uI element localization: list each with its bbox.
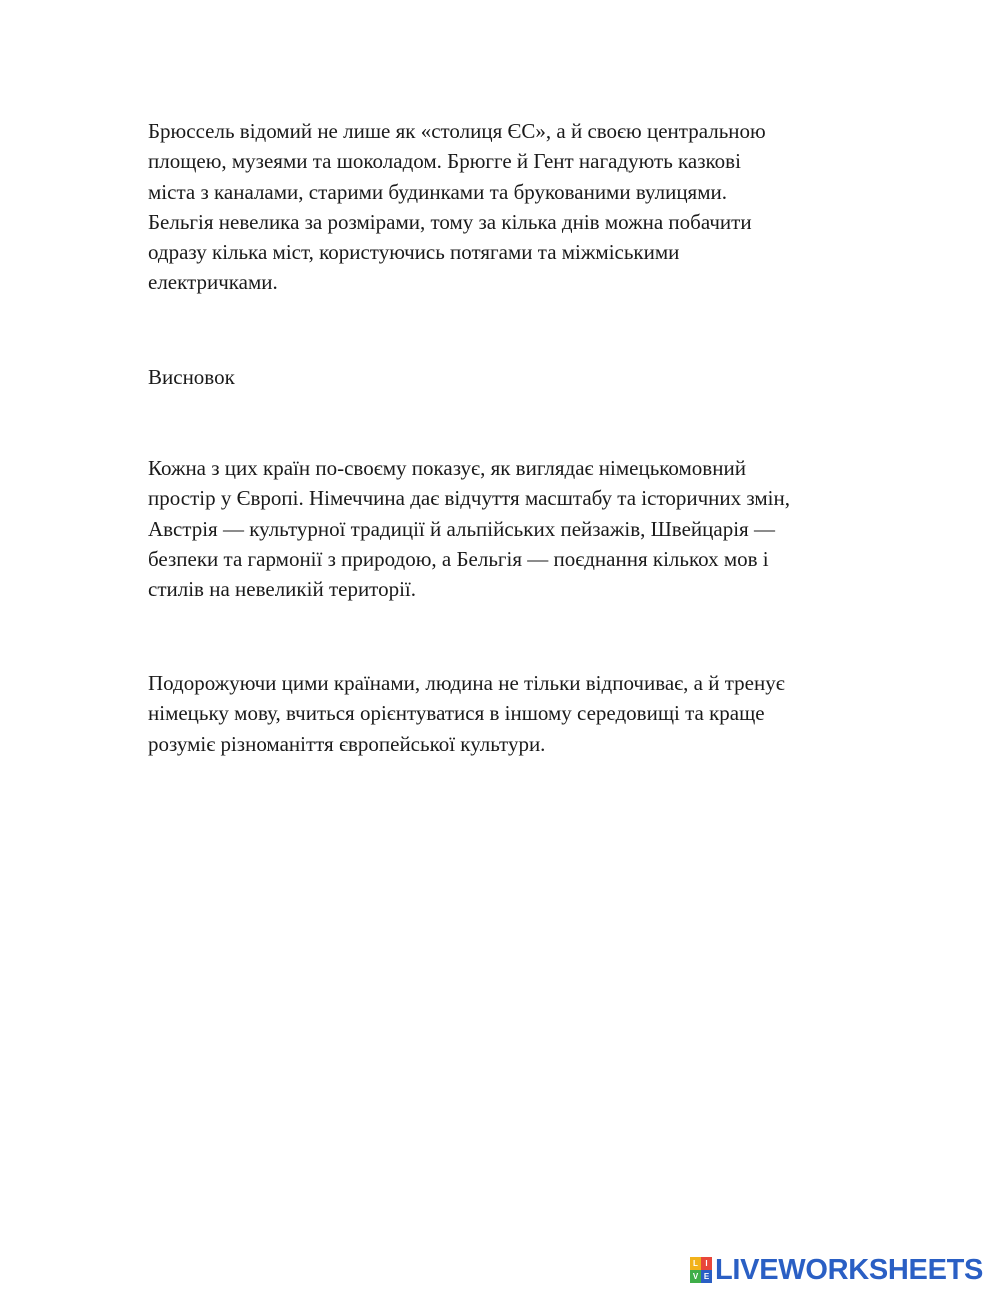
- heading-text: Висновок: [148, 365, 235, 389]
- text-line: міста з каналами, старими будинками та брукованими вулицями.: [148, 179, 727, 204]
- text-line: безпеки та гармонії з природою, а Бельгія — поєднання кількох мов і: [148, 546, 769, 571]
- text-line: Подорожуючи цими країнами, людина не тільки відпочиває, а й тренує: [148, 671, 785, 695]
- paragraph-travel: [148, 668, 868, 759]
- text-line: Австрія — культурної традиції й альпійських пейзажів, Швейцарія —: [148, 516, 775, 541]
- logo-block: E: [701, 1270, 712, 1283]
- text-line: розуміє різноманіття європейської культури.: [148, 731, 546, 756]
- text-line: німецьку мову, вчиться орієнтуватися в іншому середовищі та краще: [148, 701, 765, 726]
- logo-blocks-icon: [690, 1257, 712, 1283]
- paragraph-conclusion: [148, 453, 868, 604]
- logo-block: I: [701, 1257, 712, 1270]
- text-line: простір у Європі. Німеччина дає відчуття масштабу та історичних змін,: [148, 486, 790, 511]
- text-line: Бельгія невелика за розмірами, тому за кілька днів можна побачити: [148, 209, 752, 234]
- logo-block: L: [690, 1257, 701, 1270]
- liveworksheets-logo: [690, 1253, 983, 1287]
- text-line: Кожна з цих країн по-своєму показує, як виглядає німецькомовний: [148, 456, 746, 480]
- text-line: електричками.: [148, 270, 278, 295]
- logo-text: LIVEWORKSHEETS: [715, 1253, 984, 1286]
- text-line: площею, музеями та шоколадом. Брюгге й Гент нагадують казкові: [148, 149, 741, 174]
- text-line: стилів на невеликій території.: [148, 577, 416, 602]
- text-line: Брюссель відомий не лише як «столиця ЄС», а й своєю центральною: [148, 119, 766, 143]
- section-heading: [148, 362, 868, 392]
- logo-block: V: [690, 1270, 701, 1283]
- text-line: одразу кілька міст, користуючись потягами та міжміськими: [148, 240, 680, 265]
- paragraph-belgium: [148, 116, 868, 298]
